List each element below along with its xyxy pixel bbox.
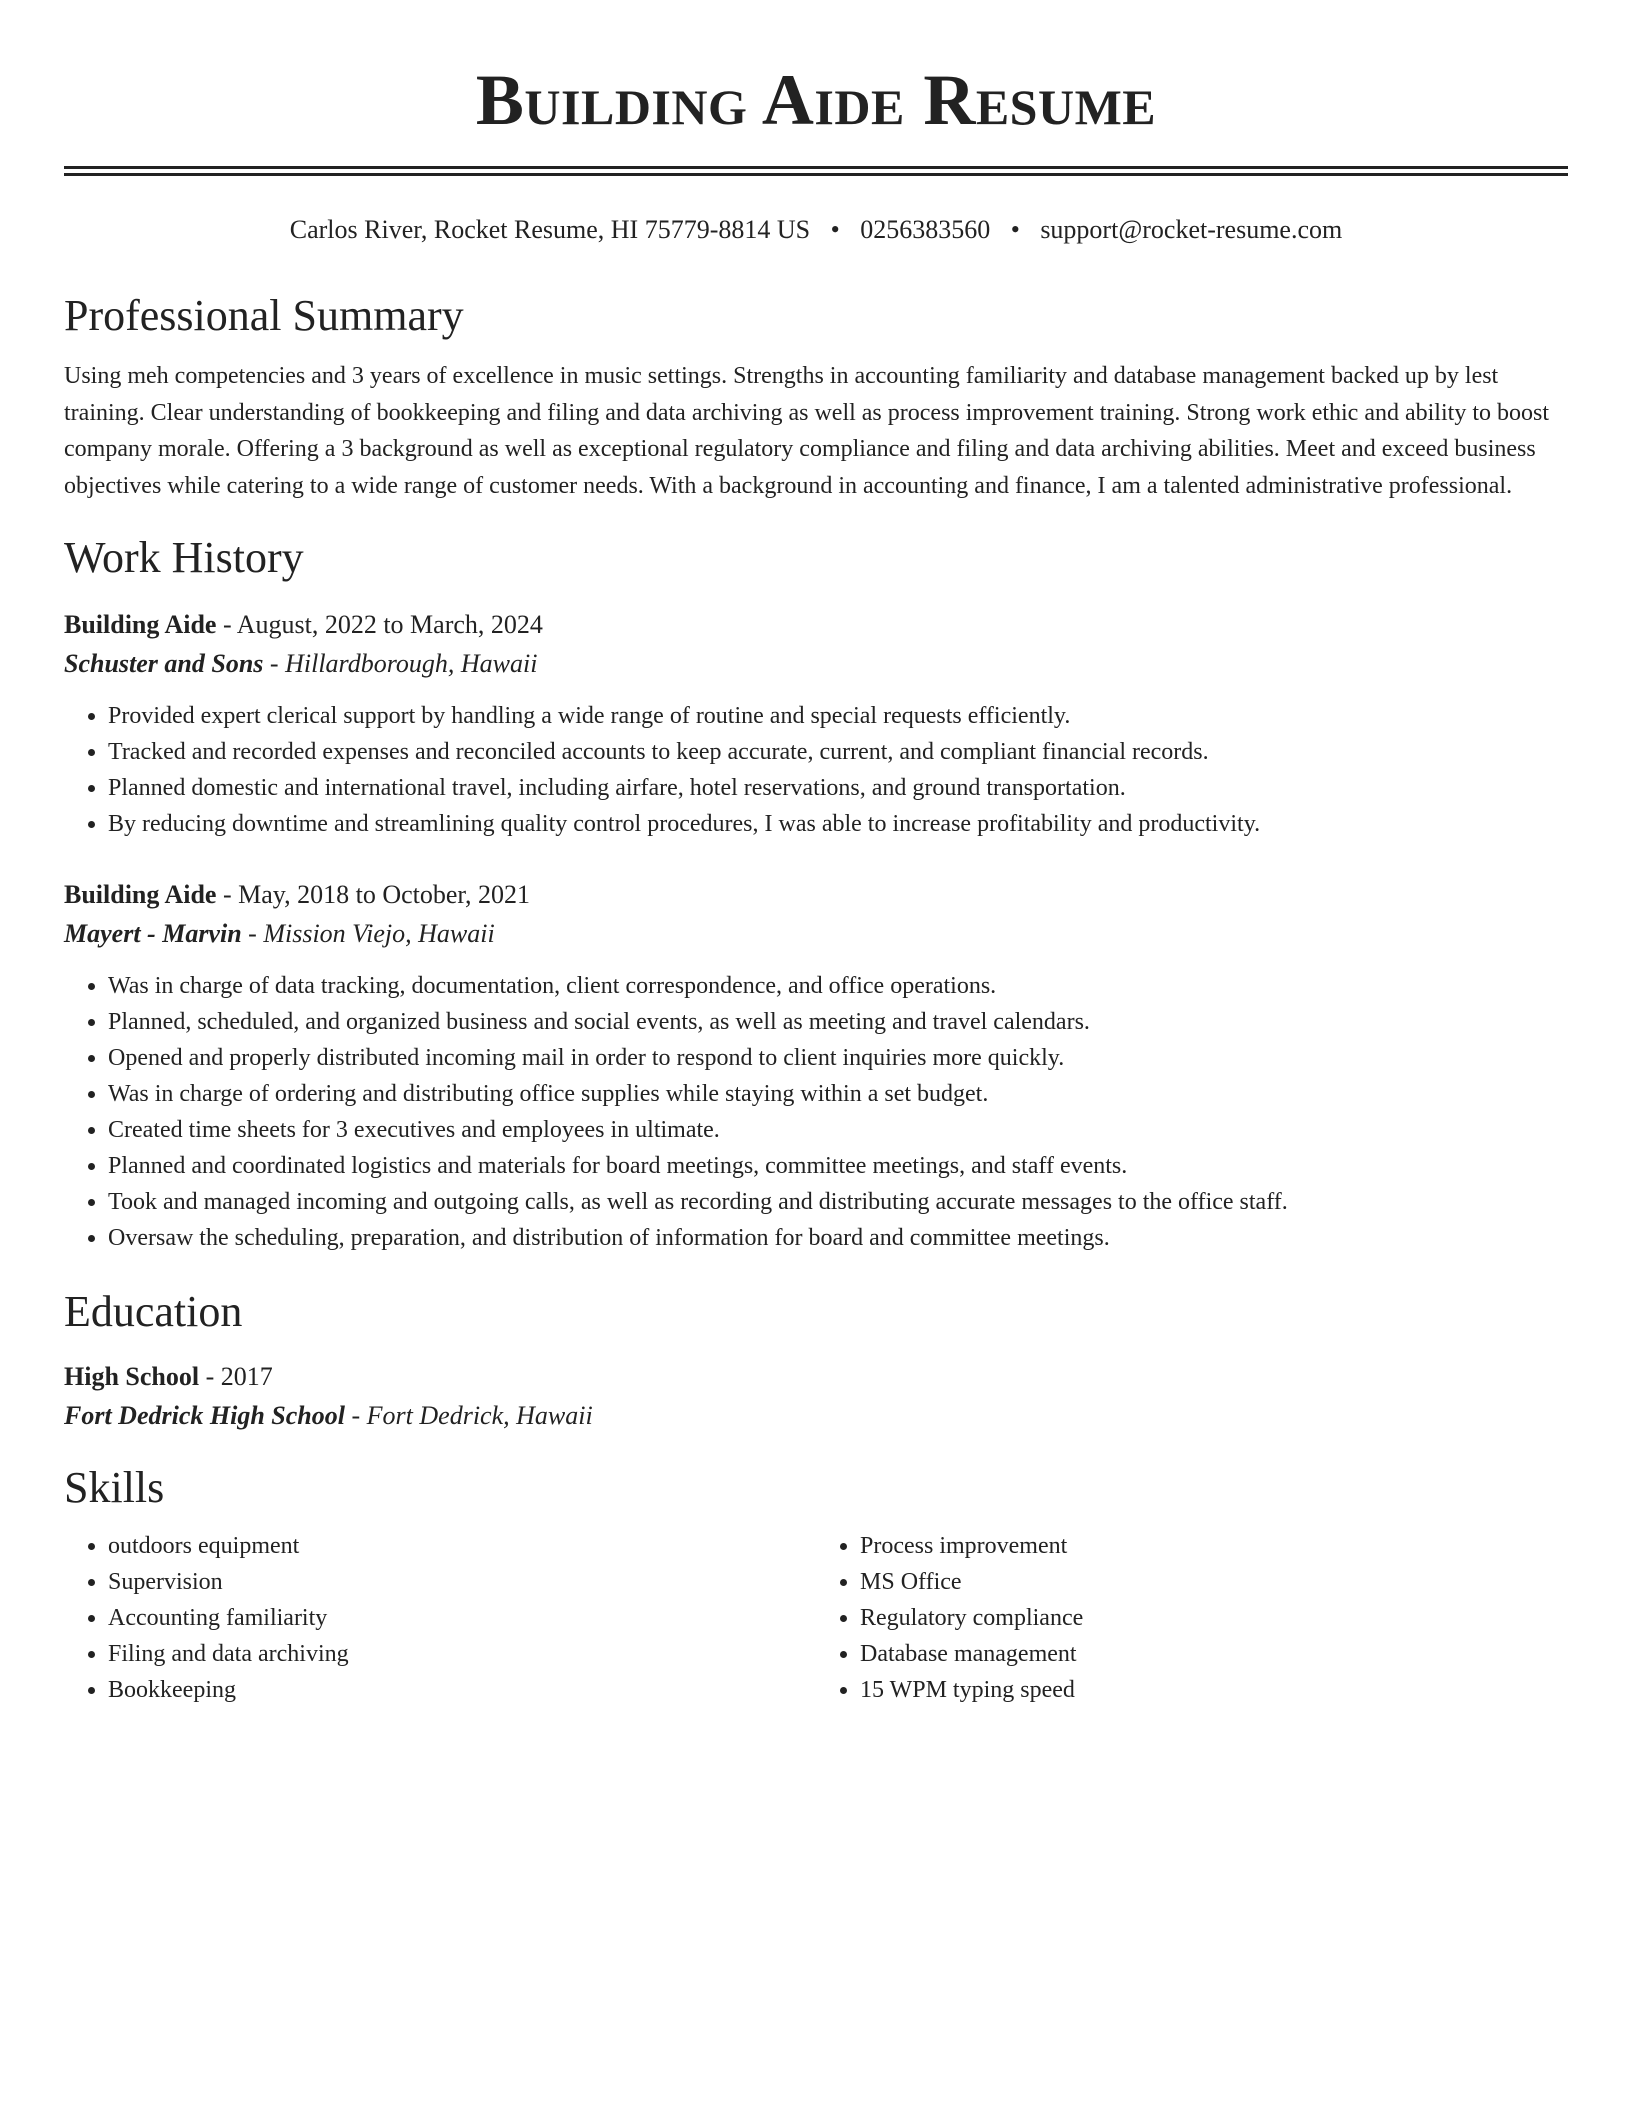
- skills-heading: Skills: [64, 1463, 165, 1512]
- education-location: Fort Dedrick, Hawaii: [366, 1401, 593, 1430]
- contact-line: [64, 212, 1568, 248]
- contact-separator: •: [1010, 215, 1020, 244]
- list-item: • Planned and coordinated logistics and materials for board meetings, committee meetings, and staff events.: [108, 1148, 1568, 1184]
- list-item: • Regulatory compliance: [860, 1600, 1568, 1636]
- education-heading: Education: [64, 1287, 243, 1336]
- contact-phone: 0256383560: [860, 215, 991, 244]
- job-title-line: [64, 876, 1568, 914]
- education-degree-line: [64, 1358, 1568, 1396]
- list-item: • Bookkeeping: [108, 1672, 816, 1708]
- skills-column-right: [816, 1528, 1568, 1708]
- list-item: • Was in charge of ordering and distributing office supplies while staying within a set budget.: [108, 1076, 1568, 1112]
- work-history-heading: Work History: [64, 533, 304, 582]
- list-item: • Database management: [860, 1636, 1568, 1672]
- list-item: • Filing and data archiving: [108, 1636, 816, 1672]
- list-item: • Opened and properly distributed incoming mail in order to respond to client inquiries more quickly.: [108, 1040, 1568, 1076]
- job-dates: August, 2022 to March, 2024: [236, 610, 543, 639]
- dash: -: [216, 610, 237, 639]
- list-item: • By reducing downtime and streamlining quality control procedures, I was able to increase profitability and productivity.: [108, 806, 1568, 842]
- job-bullets: [64, 698, 1568, 842]
- job-title: Building Aide: [64, 610, 217, 639]
- contact-email: support@rocket-resume.com: [1040, 215, 1343, 244]
- education-degree: High School: [64, 1362, 200, 1391]
- job-title-line: [64, 606, 1568, 644]
- list-item: • 15 WPM typing speed: [860, 1672, 1568, 1708]
- job-dates: May, 2018 to October, 2021: [238, 880, 531, 909]
- summary-text: Using meh competencies and 3 years of excellence in music settings. Strengths in accounting familiarity and database management backed up by lest training. Clear understanding of bookkeeping and filing and data archiving as well as process improvement training. Strong work ethic and ability to boost company morale. Offering a 3 background as well as exceptional regulatory compliance and filing and data archiving abilities. Meet and exceed business objectives while catering to a wide range of customer needs. With a background in accounting and finance, I am a talented administrative professional.: [64, 363, 1549, 499]
- job-company: Mayert - Marvin: [64, 919, 242, 948]
- list-item: • Was in charge of data tracking, documentation, client correspondence, and office operations.: [108, 968, 1568, 1004]
- skills-grid: [64, 1528, 1568, 1708]
- list-item: • Took and managed incoming and outgoing calls, as well as recording and distributing accurate messages to the office staff.: [108, 1184, 1568, 1220]
- resume-title: Building Aide Resume: [475, 60, 1157, 140]
- job-entry: [64, 876, 1568, 1256]
- summary-heading: Professional Summary: [64, 291, 464, 340]
- dash: -: [344, 1401, 367, 1430]
- list-item: • outdoors equipment: [108, 1528, 816, 1564]
- dash: -: [216, 880, 239, 909]
- job-company-line: [64, 914, 1568, 954]
- education-entry: [64, 1358, 1568, 1436]
- title-divider: [64, 166, 1568, 176]
- skills-column-left: [64, 1528, 816, 1708]
- education-school-line: [64, 1396, 1568, 1436]
- education-school: Fort Dedrick High School: [64, 1401, 345, 1430]
- contact-address: Carlos River, Rocket Resume, HI 75779-8814 US: [289, 215, 811, 244]
- education-year: 2017: [220, 1362, 273, 1391]
- list-item: • Oversaw the scheduling, preparation, and distribution of information for board and committee meetings.: [108, 1220, 1568, 1256]
- job-location: Mission Viejo, Hawaii: [263, 919, 495, 948]
- list-item: • Supervision: [108, 1564, 816, 1600]
- list-item: • Accounting familiarity: [108, 1600, 816, 1636]
- list-item: • Process improvement: [860, 1528, 1568, 1564]
- job-location: Hillardborough, Hawaii: [285, 649, 538, 678]
- list-item: • MS Office: [860, 1564, 1568, 1600]
- dash: -: [199, 1362, 221, 1391]
- dash: -: [241, 919, 264, 948]
- list-item: • Created time sheets for 3 executives and employees in ultimate.: [108, 1112, 1568, 1148]
- job-bullets: [64, 968, 1568, 1256]
- dash: -: [263, 649, 286, 678]
- job-company-line: [64, 644, 1568, 684]
- job-entry: [64, 606, 1568, 842]
- list-item: • Provided expert clerical support by handling a wide range of routine and special requests efficiently.: [108, 698, 1568, 734]
- job-title: Building Aide: [64, 880, 217, 909]
- list-item: • Tracked and recorded expenses and reconciled accounts to keep accurate, current, and compliant financial records.: [108, 734, 1568, 770]
- list-item: • Planned, scheduled, and organized business and social events, as well as meeting and travel calendars.: [108, 1004, 1568, 1040]
- job-company: Schuster and Sons: [64, 649, 264, 678]
- contact-separator: •: [830, 215, 840, 244]
- list-item: • Planned domestic and international travel, including airfare, hotel reservations, and ground transportation.: [108, 770, 1568, 806]
